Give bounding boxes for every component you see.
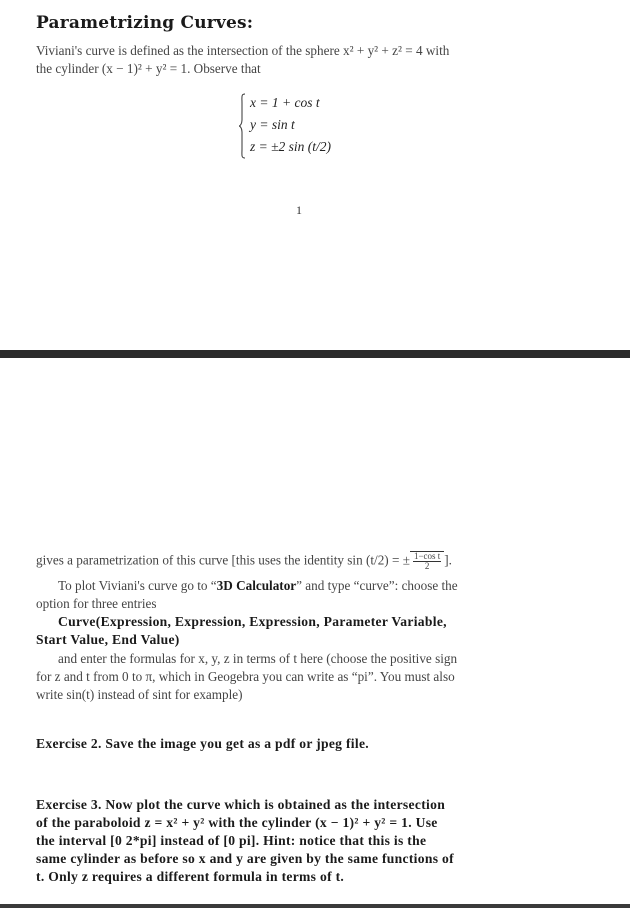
- sqrt-expression: [410, 551, 444, 571]
- plot-instructions-line-2: option for three entries: [36, 596, 157, 611]
- page-number: 1: [296, 203, 302, 217]
- exercise-3-line-1: Exercise 3. Now plot the curve which is obtained as the intersection: [36, 797, 446, 812]
- fraction-numerator: 1−cos t: [413, 551, 441, 562]
- plot-text-bold: 3D Calculator: [216, 578, 297, 593]
- formulas-line-1: [36, 650, 561, 667]
- curve-syntax-text-1: Curve(Expression, Expression, Expression, Parameter Variable,: [58, 614, 447, 629]
- page-separator: [0, 350, 630, 358]
- identity-fraction: [413, 552, 441, 571]
- equation-system: [238, 93, 378, 159]
- curve-syntax-line-2: Start Value, End Value): [36, 632, 180, 647]
- formulas-line-3: write sin(t) instead of sint for example): [36, 687, 243, 702]
- section-heading: Parametrizing Curves:: [36, 13, 254, 33]
- identity-end: ].: [444, 552, 452, 568]
- intro-line-1: Viviani's curve is defined as the intersection of the sphere x² + y² + z² = 4 with: [36, 43, 450, 58]
- fraction-denominator: 2: [424, 561, 430, 572]
- left-brace-icon: [238, 93, 246, 159]
- page-bottom-border: [0, 904, 630, 908]
- formulas-text-1: and enter the formulas for x, y, z in terms of t here (choose the positive sign: [58, 651, 458, 666]
- intro-line-2: the cylinder (x − 1)² + y² = 1. Observe that: [36, 61, 261, 76]
- plot-text-a: To plot Viviani's curve go to “: [58, 578, 217, 593]
- identity-line: [36, 551, 561, 571]
- document-page-1: [0, 0, 630, 350]
- equation-z: z = ±2 sin (t/2): [250, 139, 332, 154]
- document-page-2: [0, 358, 630, 904]
- exercise-2: Exercise 2. Save the image you get as a pdf or jpeg file.: [36, 736, 369, 751]
- exercise-3-line-4: same cylinder as before so x and y are given by the same functions of: [36, 851, 454, 866]
- formulas-line-2: for z and t from 0 to π, which in Geogebra you can write as “pi”. You must also: [36, 669, 455, 684]
- curve-syntax-line-1: [36, 613, 561, 630]
- identity-text: gives a parametrization of this curve [this uses the identity sin (t/2) = ±: [36, 552, 410, 568]
- equation-y: y = sin t: [250, 117, 295, 132]
- equation-x: x = 1 + cos t: [250, 95, 320, 110]
- exercise-3-line-5: t. Only z requires a different formula in terms of t.: [36, 869, 345, 884]
- exercise-3-line-2: of the paraboloid z = x² + y² with the cylinder (x − 1)² + y² = 1. Use: [36, 815, 438, 830]
- plot-text-b: ” and type “curve”: choose the: [296, 578, 458, 593]
- plot-instructions-line-1: [36, 577, 561, 594]
- exercise-3-line-3: the interval [0 2*pi] instead of [0 pi]. Hint: notice that this is the: [36, 833, 427, 848]
